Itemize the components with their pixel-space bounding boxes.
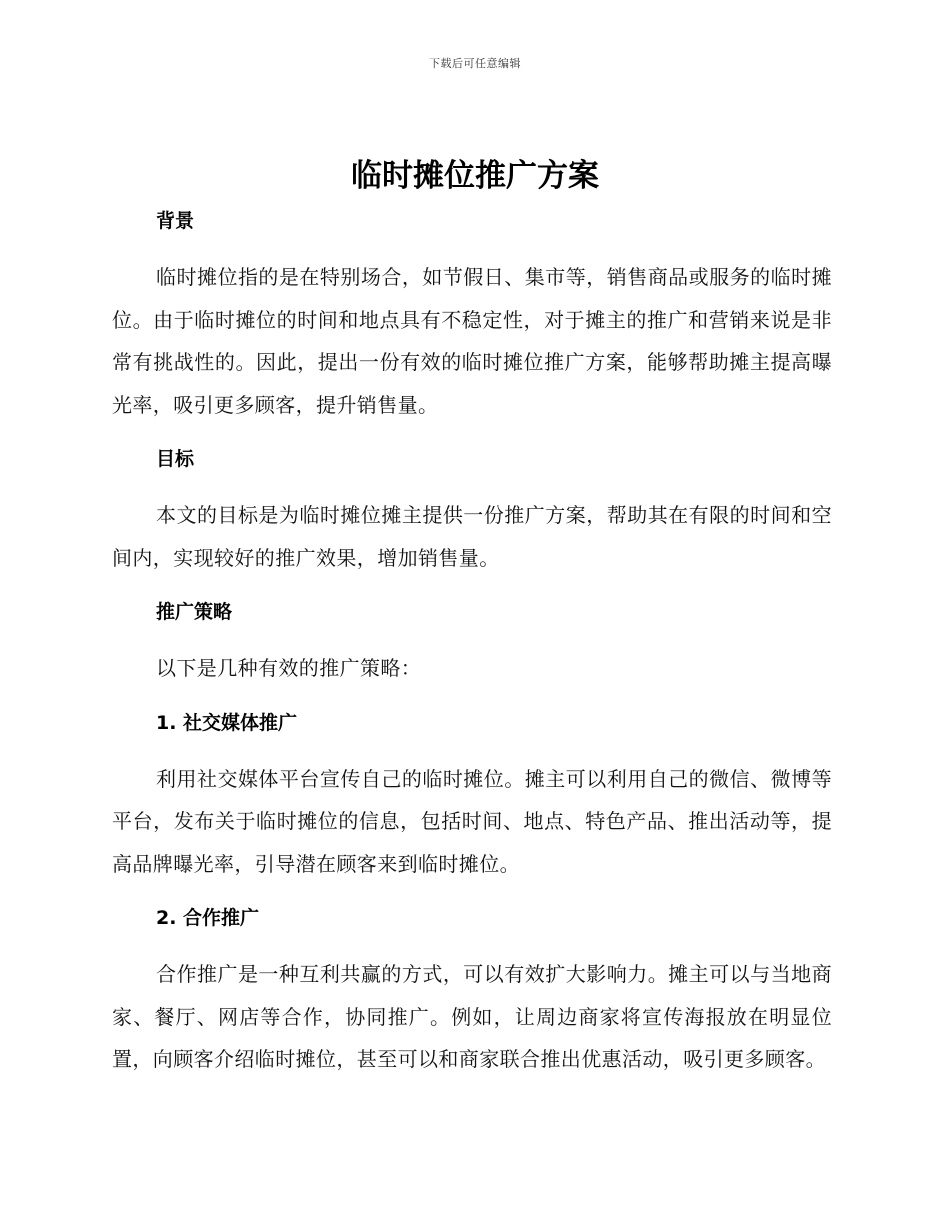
cooperation-paragraph: 合作推广是一种互利共赢的方式，可以有效扩大影响力。摊主可以与当地商家、餐厅、网店等合作，协同推广。例如，让周边商家将宣传海报放在明显位置，向顾客介绍临时摊位，甚至可以和商家联合推出优惠活动，吸引更多顾客。	[112, 962, 832, 1071]
section-heading-goal: 目标	[156, 448, 195, 470]
background-paragraph: 临时摊位指的是在特别场合，如节假日、集市等，销售商品或服务的临时摊位。由于临时摊位的时间和地点具有不稳定性，对于摊主的推广和营销来说是非常有挑战性的。因此，提出一份有效的临时摊位推广方案，能够帮助摊主提高曝光率，吸引更多顾客，提升销售量。	[112, 265, 832, 417]
social-media-paragraph: 利用社交媒体平台宣传自己的临时摊位。摊主可以利用自己的微信、微博等平台，发布关于临时摊位的信息，包括时间、地点、特色产品、推出活动等，提高品牌曝光率，引导潜在顾客来到临时摊位。	[112, 766, 832, 876]
goal-paragraph: 本文的目标是为临时摊位摊主提供一份推广方案，帮助其在有限的时间和空间内，实现较好的推广效果，增加销售量。	[112, 503, 832, 570]
section-heading-social-media: 1. 社交媒体推广	[156, 711, 298, 734]
header-note: 下载后可任意编辑	[429, 57, 521, 70]
page-title: 临时摊位推广方案	[351, 158, 599, 194]
section-heading-cooperation: 2. 合作推广	[156, 907, 260, 929]
document-body	[112, 204, 832, 1081]
section-heading-background: 背景	[156, 210, 195, 232]
strategy-intro-paragraph: 以下是几种有效的推广策略：	[156, 656, 422, 680]
section-heading-strategy: 推广策略	[156, 601, 233, 623]
